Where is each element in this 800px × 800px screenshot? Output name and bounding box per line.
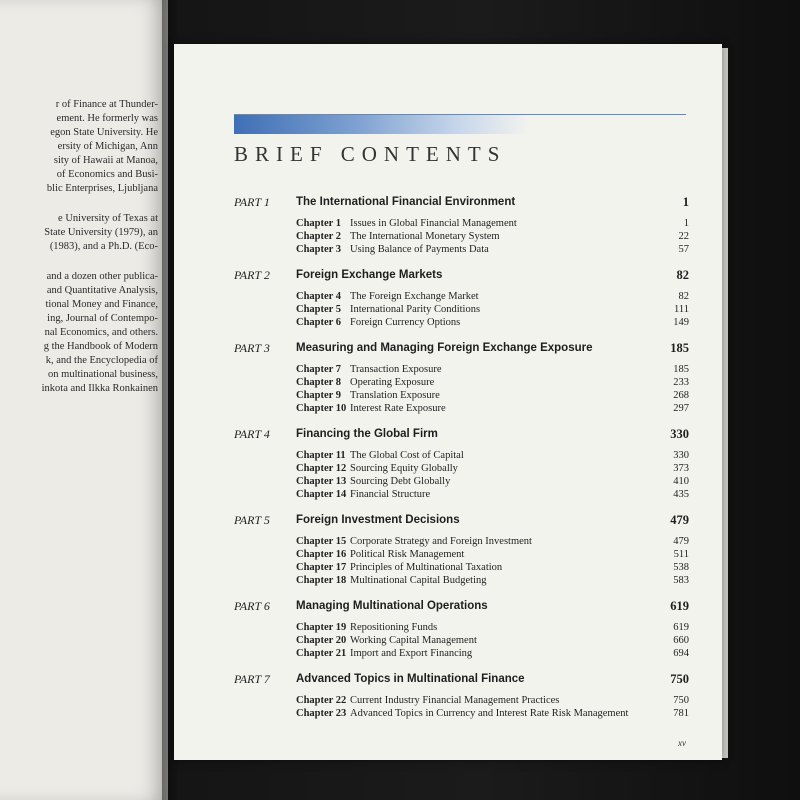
left-page-line: ement. He formerly was xyxy=(56,113,158,124)
chapter-page-number: 233 xyxy=(673,377,689,388)
left-page-line: on multinational business, xyxy=(48,369,158,380)
chapter-entry xyxy=(234,402,689,415)
chapter-label: Chapter 11 xyxy=(296,450,346,461)
right-page xyxy=(174,44,722,760)
left-page-line: inkota and Ilkka Ronkainen xyxy=(41,383,158,394)
chapter-entry xyxy=(234,462,689,475)
chapter-entry xyxy=(234,574,689,587)
part-section xyxy=(234,338,689,415)
part-heading xyxy=(234,510,689,530)
chapter-entry xyxy=(234,316,689,329)
chapter-page-number: 330 xyxy=(673,450,689,461)
chapter-entry xyxy=(234,475,689,488)
part-title: Financing the Global Firm xyxy=(296,428,438,440)
chapter-title: Financial Structure xyxy=(350,489,431,500)
chapter-title: Current Industry Financial Management Practices xyxy=(350,695,560,706)
chapter-page-number: 750 xyxy=(673,695,689,706)
chapter-entry xyxy=(234,621,689,634)
part-section xyxy=(234,669,689,720)
chapter-title: Foreign Currency Options xyxy=(350,317,461,328)
chapter-page-number: 410 xyxy=(673,476,689,487)
chapter-page-number: 149 xyxy=(673,317,689,328)
left-page-line xyxy=(0,254,158,270)
left-page-line: sity of Hawaii at Manoa, xyxy=(53,155,158,166)
left-page-line: ing, Journal of Contempo- xyxy=(47,313,158,324)
chapter-title: Operating Exposure xyxy=(350,377,435,388)
chapter-page-number: 111 xyxy=(674,304,689,315)
part-heading xyxy=(234,596,689,616)
chapter-entry xyxy=(234,707,689,720)
left-page-line: of Economics and Busi- xyxy=(56,169,158,180)
left-page-line: nal Economics, and others. xyxy=(44,327,158,338)
accent-line xyxy=(234,114,686,115)
part-label: PART 3 xyxy=(234,341,270,355)
chapter-title: The Global Cost of Capital xyxy=(350,450,464,461)
chapter-title: The Foreign Exchange Market xyxy=(350,291,479,302)
chapter-label: Chapter 7 xyxy=(296,364,342,375)
part-label: PART 4 xyxy=(234,427,270,441)
chapter-title: Working Capital Management xyxy=(350,635,477,646)
chapter-title: Corporate Strategy and Foreign Investment xyxy=(350,536,532,547)
left-page-line: ersity of Michigan, Ann xyxy=(57,141,158,152)
chapter-title: Translation Exposure xyxy=(350,390,440,401)
part-label: PART 2 xyxy=(234,268,270,282)
contents-list xyxy=(234,192,689,729)
part-title: Measuring and Managing Foreign Exchange Exposure xyxy=(296,342,593,354)
chapter-entry xyxy=(234,303,689,316)
chapter-title: Political Risk Management xyxy=(350,549,465,560)
chapter-label: Chapter 18 xyxy=(296,575,347,586)
part-label: PART 5 xyxy=(234,513,270,527)
chapter-title: Advanced Topics in Currency and Interest Rate Risk Management xyxy=(350,708,629,719)
left-page-line: k, and the Encyclopedia of xyxy=(45,355,158,366)
left-page-line: egon State University. He xyxy=(50,127,158,138)
part-section xyxy=(234,596,689,660)
left-page-line: r of Finance at Thunder- xyxy=(55,99,158,110)
left-page-line: and a dozen other publica- xyxy=(46,271,158,282)
chapter-title: Transaction Exposure xyxy=(350,364,442,375)
chapter-label: Chapter 13 xyxy=(296,476,347,487)
part-heading xyxy=(234,265,689,285)
chapter-title: The International Monetary System xyxy=(350,231,500,242)
part-label: PART 1 xyxy=(234,195,270,209)
chapter-entry xyxy=(234,389,689,402)
part-heading xyxy=(234,669,689,689)
chapter-page-number: 660 xyxy=(673,635,689,646)
part-page-number: 185 xyxy=(670,341,689,355)
chapter-page-number: 781 xyxy=(673,708,689,719)
chapter-entry xyxy=(234,634,689,647)
chapter-title: Principles of Multinational Taxation xyxy=(350,562,503,573)
chapter-label: Chapter 17 xyxy=(296,562,347,573)
chapter-page-number: 268 xyxy=(673,390,689,401)
chapter-label: Chapter 23 xyxy=(296,708,347,719)
left-page xyxy=(0,0,168,800)
chapter-label: Chapter 12 xyxy=(296,463,347,474)
part-section xyxy=(234,510,689,587)
chapter-title: Interest Rate Exposure xyxy=(350,403,446,414)
chapter-page-number: 82 xyxy=(678,291,689,302)
chapter-label: Chapter 6 xyxy=(296,317,342,328)
chapter-entry xyxy=(234,230,689,243)
part-heading xyxy=(234,424,689,444)
chapter-label: Chapter 10 xyxy=(296,403,347,414)
page-number: xv xyxy=(678,738,686,748)
chapter-label: Chapter 2 xyxy=(296,231,342,242)
chapter-entry xyxy=(234,449,689,462)
chapter-title: International Parity Conditions xyxy=(350,304,481,315)
chapter-label: Chapter 22 xyxy=(296,695,347,706)
part-heading xyxy=(234,192,689,212)
chapter-title: Using Balance of Payments Data xyxy=(350,244,489,255)
part-page-number: 82 xyxy=(676,268,689,282)
part-heading xyxy=(234,338,689,358)
chapter-entry xyxy=(234,243,689,256)
chapter-label: Chapter 9 xyxy=(296,390,342,401)
chapter-entry xyxy=(234,290,689,303)
chapter-label: Chapter 4 xyxy=(296,291,342,302)
chapter-page-number: 583 xyxy=(673,575,689,586)
chapter-page-number: 22 xyxy=(678,231,689,242)
part-page-number: 479 xyxy=(670,513,689,527)
part-page-number: 1 xyxy=(682,195,689,209)
page-edge xyxy=(722,48,728,758)
part-page-number: 750 xyxy=(670,672,689,686)
left-page-line: and Quantitative Analysis, xyxy=(46,285,158,296)
chapter-page-number: 694 xyxy=(673,648,689,659)
page-title: BRIEF CONTENTS xyxy=(234,142,507,166)
part-page-number: 619 xyxy=(670,599,689,613)
chapter-page-number: 619 xyxy=(673,622,689,633)
accent-bar xyxy=(234,114,529,134)
part-title: Advanced Topics in Multinational Finance xyxy=(296,673,525,685)
chapter-page-number: 57 xyxy=(678,244,689,255)
chapter-title: Sourcing Debt Globally xyxy=(350,476,451,487)
left-page-line: blic Enterprises, Ljubljana xyxy=(46,183,158,194)
chapter-entry xyxy=(234,376,689,389)
chapter-page-number: 185 xyxy=(673,364,689,375)
chapter-page-number: 1 xyxy=(683,218,689,229)
chapter-entry xyxy=(234,647,689,660)
chapter-label: Chapter 20 xyxy=(296,635,347,646)
left-page-line: e University of Texas at xyxy=(58,213,158,224)
chapter-entry xyxy=(234,488,689,501)
chapter-page-number: 511 xyxy=(673,549,689,560)
chapter-label: Chapter 15 xyxy=(296,536,347,547)
left-page-line xyxy=(0,196,158,212)
part-label: PART 7 xyxy=(234,672,270,686)
chapter-title: Sourcing Equity Globally xyxy=(350,463,458,474)
part-title: Foreign Investment Decisions xyxy=(296,514,460,526)
part-section xyxy=(234,424,689,501)
chapter-entry xyxy=(234,363,689,376)
part-page-number: 330 xyxy=(670,427,689,441)
chapter-title: Repositioning Funds xyxy=(350,622,438,633)
chapter-title: Import and Export Financing xyxy=(350,648,473,659)
chapter-page-number: 538 xyxy=(673,562,689,573)
left-page-text xyxy=(0,98,158,396)
part-title: The International Financial Environment xyxy=(296,196,516,208)
chapter-label: Chapter 21 xyxy=(296,648,347,659)
part-title: Managing Multinational Operations xyxy=(296,600,488,612)
chapter-page-number: 479 xyxy=(673,536,689,547)
part-section xyxy=(234,265,689,329)
chapter-entry xyxy=(234,561,689,574)
chapter-label: Chapter 16 xyxy=(296,549,347,560)
left-page-line: (1983), and a Ph.D. (Eco- xyxy=(49,241,158,252)
chapter-title: Issues in Global Financial Management xyxy=(350,218,517,229)
part-label: PART 6 xyxy=(234,599,270,613)
left-page-line: tional Money and Finance, xyxy=(45,299,158,310)
part-title: Foreign Exchange Markets xyxy=(296,269,443,281)
chapter-label: Chapter 1 xyxy=(296,218,342,229)
chapter-entry xyxy=(234,217,689,230)
chapter-label: Chapter 5 xyxy=(296,304,342,315)
chapter-label: Chapter 19 xyxy=(296,622,347,633)
chapter-page-number: 297 xyxy=(673,403,689,414)
chapter-entry xyxy=(234,535,689,548)
chapter-label: Chapter 14 xyxy=(296,489,347,500)
left-page-line: State University (1979), an xyxy=(44,227,158,238)
chapter-title: Multinational Capital Budgeting xyxy=(350,575,487,586)
chapter-label: Chapter 8 xyxy=(296,377,342,388)
chapter-entry xyxy=(234,694,689,707)
chapter-page-number: 373 xyxy=(673,463,689,474)
chapter-page-number: 435 xyxy=(673,489,689,500)
left-page-line: g the Handbook of Modern xyxy=(43,341,158,352)
chapter-label: Chapter 3 xyxy=(296,244,342,255)
chapter-entry xyxy=(234,548,689,561)
part-section xyxy=(234,192,689,256)
